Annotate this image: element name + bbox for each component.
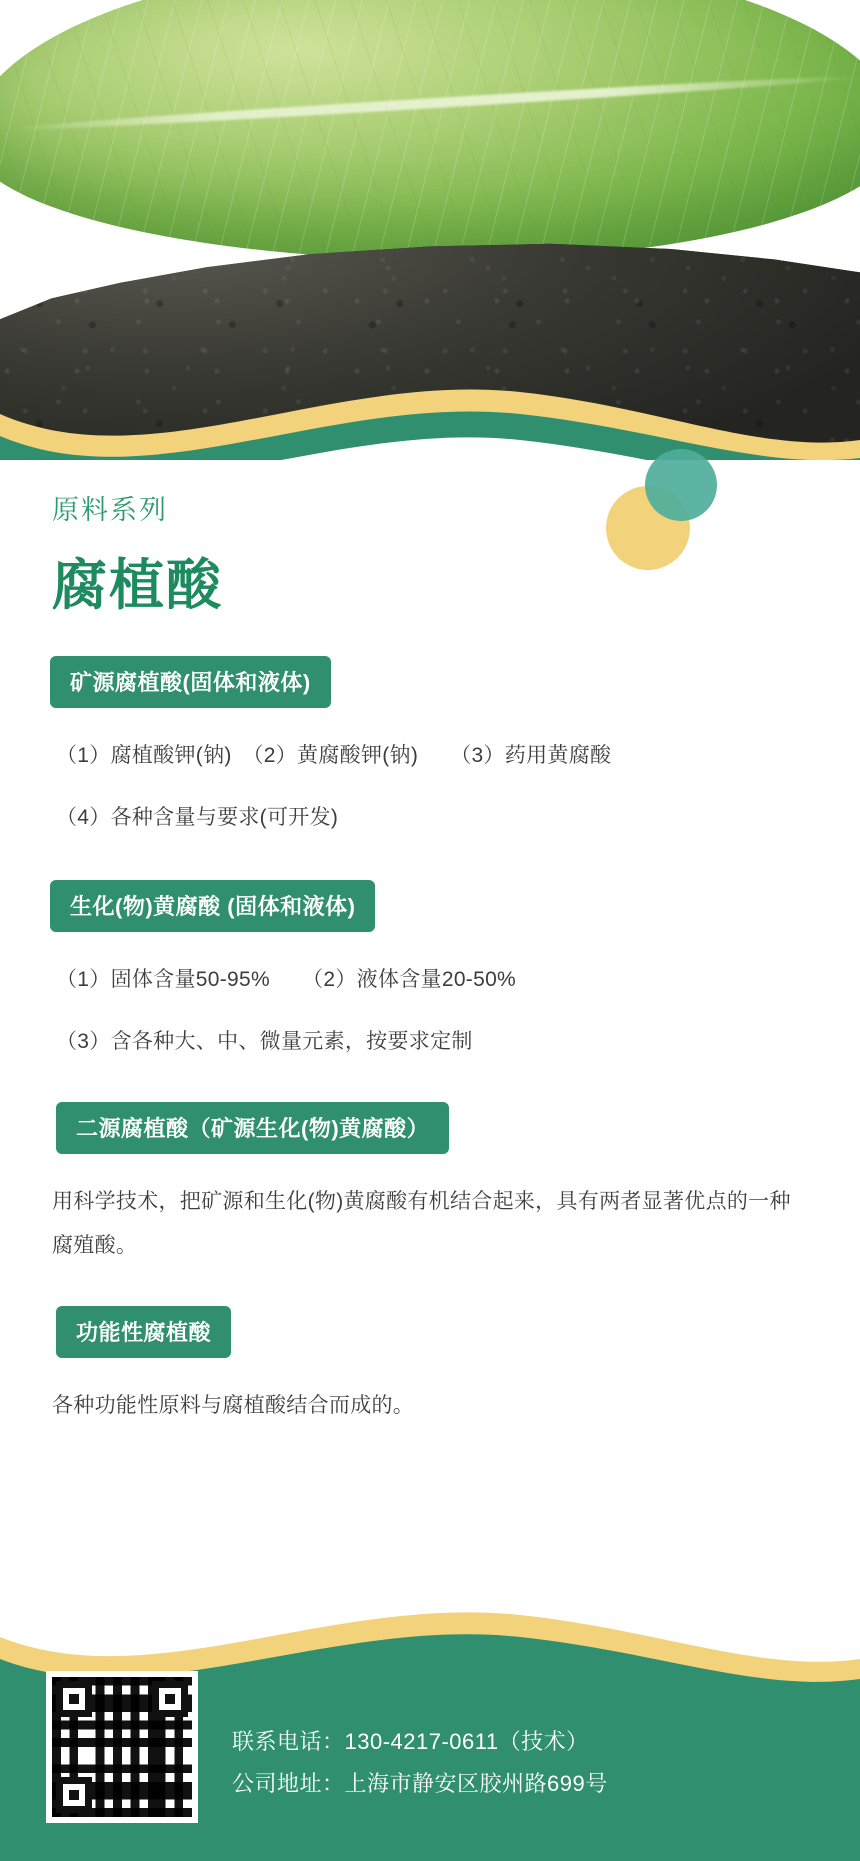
section-line: （1）固体含量50-95% （2）液体含量20-50% bbox=[56, 968, 517, 991]
section-tag-mineral: 矿源腐植酸(固体和液体) bbox=[50, 656, 331, 708]
section-line: 各种功能性原料与腐植酸结合而成的。 bbox=[52, 1394, 415, 1417]
section-line: （4）各种含量与要求(可开发) bbox=[56, 806, 339, 829]
section-line: （1）腐植酸钾(钠) （2）黄腐酸钾(钠) （3）药用黄腐酸 bbox=[56, 744, 612, 767]
series-eyebrow: 原料系列 bbox=[52, 495, 168, 525]
section-tag-dual-source: 二源腐植酸（矿源生化(物)黄腐酸） bbox=[56, 1102, 449, 1154]
section-line: 用科学技术，把矿源和生化(物)黄腐酸有机结合起来，具有两者显著优点的一种腐殖酸。 bbox=[52, 1190, 791, 1257]
qr-finder-top-left bbox=[56, 1681, 92, 1717]
qr-code-pattern bbox=[52, 1677, 192, 1817]
section-tag-biochemical: 生化(物)黄腐酸 (固体和液体) bbox=[50, 880, 375, 932]
page-title: 腐植酸 bbox=[52, 554, 224, 616]
hero-image bbox=[0, 0, 860, 500]
contact-info bbox=[232, 1721, 608, 1805]
qr-finder-bottom-left bbox=[56, 1777, 92, 1813]
contact-phone: 联系电话：130-4217-0611（技术） bbox=[232, 1729, 589, 1754]
contact-address: 公司地址：上海市静安区胶州路699号 bbox=[232, 1771, 608, 1796]
leaf-photo bbox=[0, 0, 860, 260]
section-line: （3）含各种大、中、微量元素，按要求定制 bbox=[56, 1030, 473, 1053]
section-tag-functional: 功能性腐植酸 bbox=[56, 1306, 231, 1358]
qr-finder-top-right bbox=[152, 1681, 188, 1717]
content-area bbox=[0, 488, 860, 1428]
footer bbox=[0, 1611, 860, 1861]
leaf-veins bbox=[0, 0, 860, 260]
qr-code[interactable] bbox=[46, 1671, 198, 1823]
